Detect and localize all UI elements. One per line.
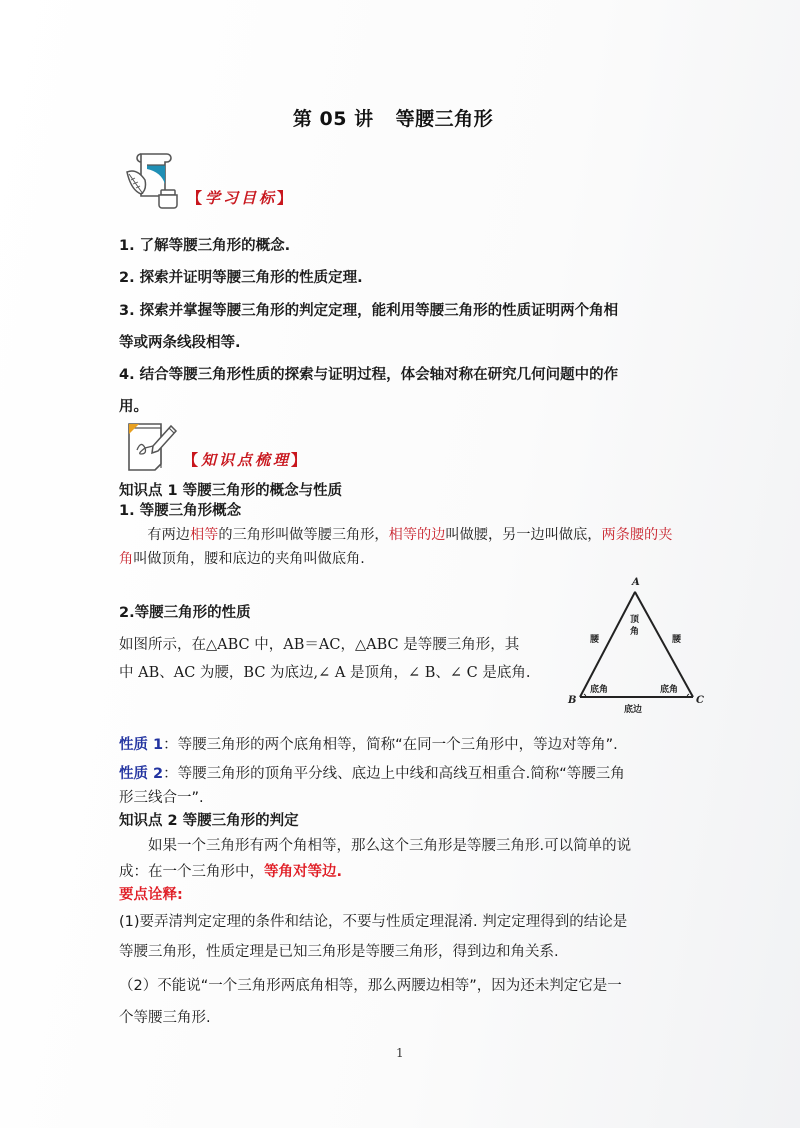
apex-angle-label-2: 角	[630, 627, 640, 637]
property-1: 性质 1：等腰三角形的两个底角相等，简称“在同一个三角形中，等边对等角”.	[119, 737, 618, 753]
property-description-line2: 中 AB、AC 为腰，BC 为底边,∠ A 是顶角，∠ B、∠ C 是底角.	[119, 665, 531, 681]
kp2-paragraph	[119, 833, 694, 885]
concept-paragraph: 有两边相等的三角形叫做等腰三角形，相等的边叫做腰，另一边叫做底，两条腰的夹角叫做顶角，腰和底边的夹角叫做底角.	[119, 527, 673, 567]
objective-item-3: 3. 探索并掌握等腰三角形的判定定理，能利用等腰三角形的性质证明两个角相	[119, 303, 619, 319]
vertex-b-label: B	[568, 695, 577, 706]
highlight-apex-angle: 条腰的夹角	[119, 527, 673, 567]
vertex-a-label: A	[632, 577, 640, 588]
knowledge-banner	[125, 420, 309, 472]
leg-left-label: 腰	[590, 635, 600, 645]
objectives-banner	[123, 150, 295, 210]
note-1-line2: 等腰三角形，性质定理是已知三角形是等腰三角形，得到边和角关系.	[119, 944, 559, 960]
scroll-quill-ink-icon	[123, 150, 185, 210]
apex-angle-label-1: 顶	[630, 615, 640, 625]
property-1-label: 性质 1	[119, 737, 164, 753]
note-1	[119, 907, 694, 967]
page-title	[0, 104, 786, 131]
property-description-line1: 如图所示，在△ABC 中，AB＝AC，△ABC 是等腰三角形，其	[119, 637, 520, 653]
vertex-c-label: C	[696, 695, 704, 706]
kp1-heading: 知识点 1 等腰三角形的概念与性质	[119, 483, 343, 499]
note-2	[119, 970, 694, 1034]
highlight-equal-sides: 相等的边	[388, 527, 446, 543]
objective-item-4: 4. 结合等腰三角形性质的探索与证明过程，体会轴对称在研究几何问题中的作	[119, 367, 619, 383]
base-label: 底边	[624, 705, 643, 715]
objective-item-3-cont: 等或两条线段相等.	[119, 335, 241, 351]
note-2-line2: 个等腰三角形.	[119, 1010, 211, 1026]
objective-item-4-cont: 用。	[119, 399, 148, 415]
base-angle-right-label: 底角	[660, 685, 679, 695]
leg-right-label: 腰	[672, 635, 682, 645]
kp2-heading: 知识点 2 等腰三角形的判定	[119, 813, 299, 829]
property-2-label: 性质 2	[119, 766, 164, 782]
kp2-line1: 如果一个三角形有两个角相等，那么这个三角形是等腰三角形.可以简单的说	[148, 838, 632, 854]
objectives-banner-label: 【学习目标】	[187, 189, 296, 207]
kp1-sub2-heading: 2.等腰三角形的性质	[119, 605, 251, 621]
lecture-number: 第 05 讲	[292, 108, 374, 130]
lecture-topic: 等腰三角形	[395, 108, 494, 130]
objective-item-2: 2. 探索并证明等腰三角形的性质定理.	[119, 270, 363, 286]
kp2-line2: 成：在一个三角形中，等角对等边.	[119, 864, 343, 880]
notepad-pencil-icon	[125, 420, 181, 472]
property-2: 性质 2：等腰三角形的顶角平分线、底边上中线和高线互相重合.简称“等腰三角 形三线合一”.	[119, 766, 625, 806]
kp1-sub1-heading: 1. 等腰三角形概念	[119, 503, 242, 519]
page-number: 1	[396, 1046, 404, 1060]
base-angle-left-label: 底角	[590, 685, 609, 695]
property-description	[119, 631, 569, 687]
isosceles-triangle-figure	[560, 572, 710, 717]
knowledge-banner-label: 【知识点梳理】	[183, 451, 310, 469]
objective-item-1: 1. 了解等腰三角形的概念.	[119, 238, 291, 254]
highlight-equal: 相等	[189, 527, 219, 543]
highlight-equal-angles-equal-sides: 等角对等边	[264, 864, 337, 880]
note-1-line1: (1)要弄清判定定理的条件和结论，不要与性质定理混淆. 判定定理得到的结论是	[119, 914, 628, 930]
key-notes-heading: 要点诠释:	[119, 887, 183, 903]
note-2-line1: （2）不能说“一个三角形两底角相等，那么两腰边相等”，因为还未判定它是一	[119, 978, 622, 994]
